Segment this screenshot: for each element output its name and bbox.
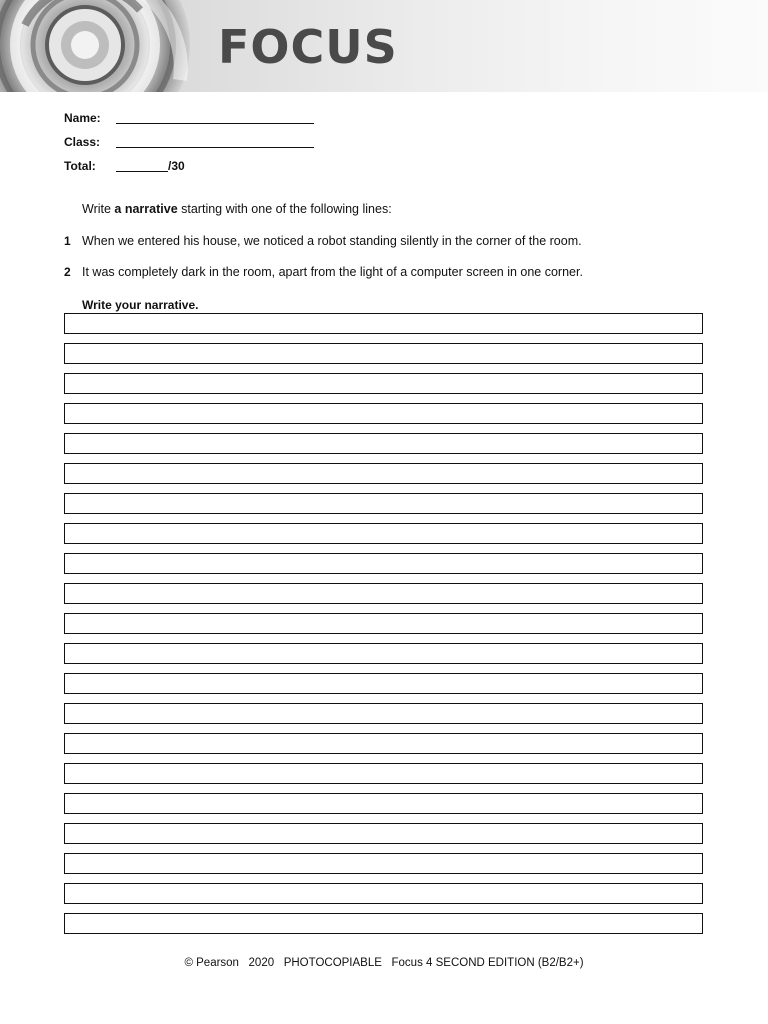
- instruction-prefix: Write: [82, 202, 115, 216]
- writing-line[interactable]: [64, 523, 703, 544]
- writing-line[interactable]: [64, 823, 703, 844]
- total-max-score: /30: [168, 159, 185, 173]
- writing-line[interactable]: [64, 883, 703, 904]
- writing-line[interactable]: [64, 403, 703, 424]
- writing-line[interactable]: [64, 763, 703, 784]
- writing-line[interactable]: [64, 433, 703, 454]
- writing-line[interactable]: [64, 583, 703, 604]
- header-banner: [0, 0, 768, 92]
- name-label: Name:: [64, 111, 101, 125]
- writing-line[interactable]: [64, 853, 703, 874]
- prompt-number-2: 2: [64, 265, 71, 279]
- writing-line[interactable]: [64, 703, 703, 724]
- writing-line[interactable]: [64, 793, 703, 814]
- writing-line[interactable]: [64, 643, 703, 664]
- writing-line[interactable]: [64, 463, 703, 484]
- instruction-text: [82, 201, 392, 217]
- writing-line[interactable]: [64, 673, 703, 694]
- writing-line[interactable]: [64, 343, 703, 364]
- prompt-text-2: It was completely dark in the room, apart from the light of a computer screen in one corner.: [82, 265, 583, 279]
- instruction-emphasis: a narrative: [114, 202, 178, 216]
- class-blank-line[interactable]: [116, 147, 314, 148]
- footer-copyright: © Pearson 2020 PHOTOCOPIABLE Focus 4 SECOND EDITION (B2/B2+): [184, 957, 584, 969]
- total-blank-line[interactable]: [116, 171, 168, 172]
- writing-line[interactable]: [64, 313, 703, 334]
- writing-line[interactable]: [64, 493, 703, 514]
- name-blank-line[interactable]: [116, 123, 314, 124]
- writing-line[interactable]: [64, 913, 703, 934]
- writing-line[interactable]: [64, 373, 703, 394]
- brand-title: FOCUS: [218, 20, 398, 74]
- write-heading: Write your narrative.: [82, 298, 199, 312]
- class-label: Class:: [64, 135, 101, 149]
- lens-graphic-icon: [0, 0, 210, 92]
- prompt-number-1: 1: [64, 234, 71, 248]
- prompt-text-1: When we entered his house, we noticed a robot standing silently in the corner of the room.: [82, 234, 582, 248]
- writing-line[interactable]: [64, 553, 703, 574]
- instruction-suffix: starting with one of the following lines:: [177, 202, 392, 216]
- total-label: Total:: [64, 159, 96, 173]
- writing-line[interactable]: [64, 613, 703, 634]
- writing-line[interactable]: [64, 733, 703, 754]
